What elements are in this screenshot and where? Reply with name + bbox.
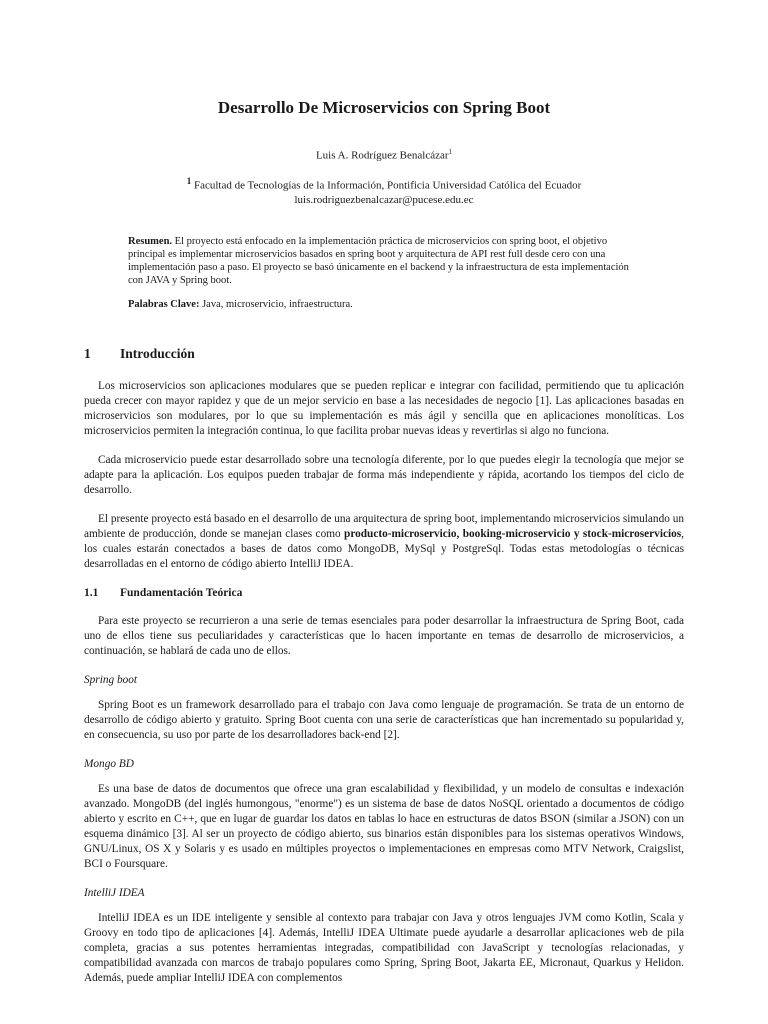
fundamentacion-paragraph: Para este proyecto se recurrieron a una serie de temas esenciales para poder desarrollar la infraestructura de Spring Boot, cada uno de ellos tiene sus peculiaridades y características que lo hacen importante en temas de desarrollo de microservicios, a continuación, se hablará de cada uno de ellos.	[84, 615, 684, 657]
topic-heading-spring-boot: Spring boot	[84, 674, 138, 686]
abstract-text: El proyecto está enfocado en la implementación práctica de microservicios con spring boot, el objetivo principal es implementar microservicios basados en spring boot y arquitectura de API rest full desde cero con una implementación paso a paso. El proyecto se basó únicamente en el backend y la infraestructura de esta implementación con JAVA y Spring boot.	[128, 236, 629, 286]
author-line	[0, 148, 768, 162]
intro-paragraph-2: Cada microservicio puede estar desarrollado sobre una tecnología diferente, por lo que puedes elegir la tecnología que mejor se adapte para la aplicación. Los equipos pueden trabajar de forma más independiente y rápida, acortando los tiempos del ciclo de desarrollo.	[84, 454, 684, 496]
author-email: luis.rodriguezbenalcazar@pucese.edu.ec	[294, 193, 474, 206]
intro-p3-bold: producto-microservicio, booking-microservicio y stock-microservicios	[344, 528, 682, 540]
paper-body	[84, 346, 684, 1000]
section-heading-introduccion	[84, 346, 684, 361]
topic-paragraph-spring-boot: Spring Boot es un framework desarrollado para el trabajo con Java como lenguaje de programación. Se trata de un entorno de desarrollo de código abierto y gratuito. Spring Boot cuenta con una serie de características que han incrementado su popularidad y, en consecuencia, su uso por parte de los desarrolladores back-end [2].	[84, 699, 684, 741]
keywords-text: Java, microservicio, infraestructura.	[199, 299, 353, 310]
subsection-number: 1.1	[84, 587, 99, 599]
topic-heading-intellij: IntelliJ IDEA	[84, 887, 145, 899]
author-name: Luis A. Rodríguez Benalcázar	[315, 149, 449, 162]
intro-p3-end: , los cuales estarán conectados a bases de datos como MongoDB, MySql y PostgreSql. Todas estas metodologías o técnicas desarrolladas en el entorno de código abierto IntelliJ IDEA.	[84, 528, 684, 570]
section-title: Introducción	[120, 346, 195, 361]
abstract-paragraph	[128, 235, 640, 287]
section-number: 1	[84, 346, 91, 361]
affiliation-line	[0, 174, 768, 193]
topic-heading-mongo-bd: Mongo BD	[84, 758, 134, 770]
paper-title: Desarrollo De Microservicios con Spring Boot	[217, 98, 551, 117]
intro-paragraph-1: Los microservicios son aplicaciones modulares que se pueden replicar e integrar con facilidad, permitiendo que tu aplicación pueda crecer con mayor rapidez y que de un mejor servicio en base a las necesidades de negocio [1]. Las aplicaciones basadas en microservicios son modulares, por lo que su implementación es más ágil y sencilla que en aplicaciones monolíticas. Los microservicios permiten la integración continua, lo que facilita probar nuevas ideas y revertirlas si algo no funciona.	[84, 380, 684, 437]
intro-p3-start: El presente proyecto está basado en el desarrollo de una arquitectura de spring boot, implementando microservicios simulando un ambiente de producción, donde se manejan clases como	[84, 513, 685, 540]
affiliation-block	[0, 174, 768, 207]
keywords-paragraph	[128, 298, 640, 311]
affiliation-footnote-mark: 1	[186, 176, 192, 186]
topic-paragraph-mongo-bd: Es una base de datos de documentos que ofrece una gran escalabilidad y flexibilidad, y un modelo de consultas e indexación avanzado. MongoDB (del inglés humongous, "enorme") es un sistema de base de datos NoSQL orientado a documentos de código abierto y escrito en C++, que en lugar de guardar los datos en tablas lo hace en estructuras de datos BSON (similar a JSON) con un esquema dinámico [3]. Al ser un proyecto de código abierto, sus binarios están disponibles para los sistemas operativos Windows, GNU/Linux, OS X y Solaris y es usado en múltiples proyectos o implementaciones en empresas como MTV Network, Craigslist, BCI o Foursquare.	[84, 783, 684, 870]
subsection-title: Fundamentación Teórica	[120, 587, 243, 599]
affiliation-text: Facultad de Tecnologías de la Información, Pontificia Universidad Católica del Ecuador	[193, 179, 582, 192]
keywords-label: Palabras Clave:	[128, 299, 200, 310]
author-footnote-mark: 1	[448, 148, 453, 156]
abstract-label: Resumen.	[128, 236, 173, 247]
abstract-block	[128, 235, 640, 311]
subsection-heading-fundamentacion	[84, 586, 684, 601]
topic-paragraph-intellij: IntelliJ IDEA es un IDE inteligente y sensible al contexto para trabajar con Java y otros lenguajes JVM como Kotlin, Scala y Groovy en todo tipo de aplicaciones [4]. Además, IntelliJ IDEA Ultimate puede ayudarle a desarrollar aplicaciones web de pila completa, gracias a sus potentes herramientas integradas, compatibilidad con JavaScript y tecnologías relacionadas, y compatibilidad avanzada con marcos de trabajo populares como Spring, Spring Boot, Jakarta EE, Micronaut, Quarkus y Helidon. Además, puede ampliar IntelliJ IDEA con complementos	[84, 912, 684, 984]
intro-paragraph-3	[84, 512, 684, 572]
